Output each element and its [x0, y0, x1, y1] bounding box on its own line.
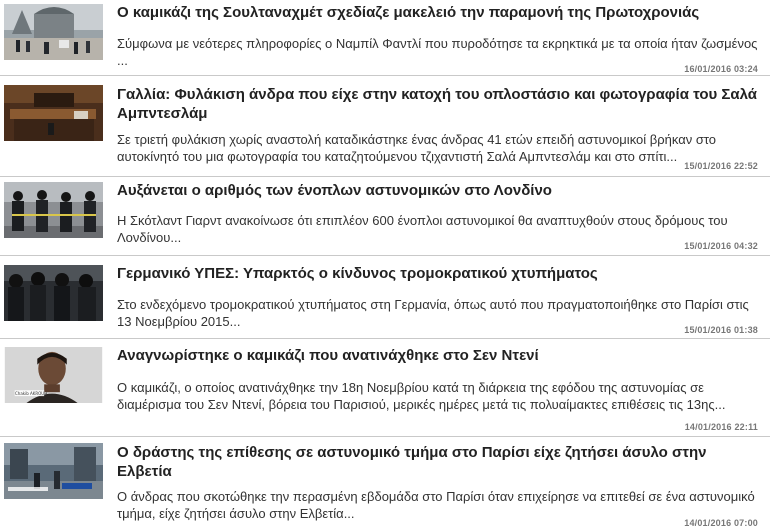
article-summary: Σύμφωνα με νεότερες πληροφορίες ο Ναμπίλ Φαντλί που πυροδότησε τα εκρηκτικά με τα οποία ήταν ζωσμένος ...: [117, 36, 758, 68]
article-title[interactable]: Γερμανικό ΥΠΕΣ: Υπαρκτός ο κίνδυνος τρομοκρατικού χτυπήματος: [117, 265, 598, 282]
article-date: 15/01/2016 01:38: [684, 325, 758, 335]
article-summary: Στο ενδεχόμενο τρομοκρατικού χτυπήματος στη Γερμανία, όπως αυτό που πραγματοποιήθηκε στο Παρίσι στις 13 Νοεμβρίου 2015...: [117, 297, 749, 329]
thumbnail-image[interactable]: [4, 347, 103, 404]
thumbnail-image[interactable]: [4, 265, 103, 321]
article-date: 15/01/2016 04:32: [684, 241, 758, 251]
news-item: [0, 342, 770, 437]
thumbnail-image[interactable]: [4, 85, 103, 141]
article-date: 16/01/2016 03:24: [684, 64, 758, 74]
thumbnail-image[interactable]: [4, 182, 103, 238]
article-date: 14/01/2016 22:11: [684, 422, 758, 432]
thumbnail-image[interactable]: [4, 4, 103, 60]
news-item: [0, 0, 770, 76]
article-title[interactable]: Αυξάνεται ο αριθμός των ένοπλων αστυνομικών στο Λονδίνο: [117, 182, 552, 199]
news-item: [0, 82, 770, 177]
article-summary: Η Σκότλαντ Γιαρντ ανακοίνωσε ότι επιπλέον 600 ένοπλοι αστυνομικοί θα αναπτυχθούν στους δρόμους του Λονδίνου...: [117, 213, 728, 245]
article-summary: Σε τριετή φυλάκιση χωρίς αναστολή καταδικάστηκε ένας άνδρας 41 ετών επειδή αστυνομικοί βρήκαν στο αυτοκίνητό του μια φωτογραφία του καταζητούμενου τζιχαντιστή Σαλά Αμπντεσλάμ και στο σπίτι...: [117, 132, 717, 164]
article-title[interactable]: Αναγνωρίστηκε ο καμικάζι που ανατινάχθηκε στο Σεν Ντενί: [117, 347, 539, 364]
article-date: 15/01/2016 22:52: [684, 161, 758, 171]
news-item: [0, 261, 770, 339]
thumbnail-caption: Chakib AKROUH: [15, 391, 48, 396]
news-item: [0, 440, 770, 531]
article-summary: Ο άνδρας που σκοτώθηκε την περασμένη εβδομάδα στο Παρίσι όταν επιχείρησε να επιτεθεί σε ένα αστυνομικό τμήμα, είχε ζητήσει άσυλο στην Ελβετία...: [117, 489, 755, 521]
article-title[interactable]: Ο καμικάζι της Σουλταναχμέτ σχεδίαζε μακελειό την παραμονή της Πρωτοχρονιάς: [117, 4, 700, 21]
article-title[interactable]: Γαλλία: Φυλάκιση άνδρα που είχε στην κατοχή του οπλοστάσιο και φωτογραφία του Σαλά Αμπντεσλάμ: [117, 86, 758, 122]
article-title[interactable]: Ο δράστης της επίθεσης σε αστυνομικό τμήμα στο Παρίσι είχε ζητήσει άσυλο στην Ελβετία: [117, 444, 707, 480]
news-item: [0, 178, 770, 256]
article-summary: Ο καμικάζι, ο οποίος ανατινάχθηκε την 18η Νοεμβρίου κατά τη διάρκεια της εφόδου της αστυνομίας σε διαμέρισμα του Σεν Ντενί, βόρεια του Παρισιού, μερικές ημέρες μετά τις πολυαίμακτες επιθέσεις τις 13ης...: [117, 380, 726, 412]
article-date: 14/01/2016 07:00: [684, 518, 758, 528]
thumbnail-image[interactable]: [4, 443, 103, 499]
